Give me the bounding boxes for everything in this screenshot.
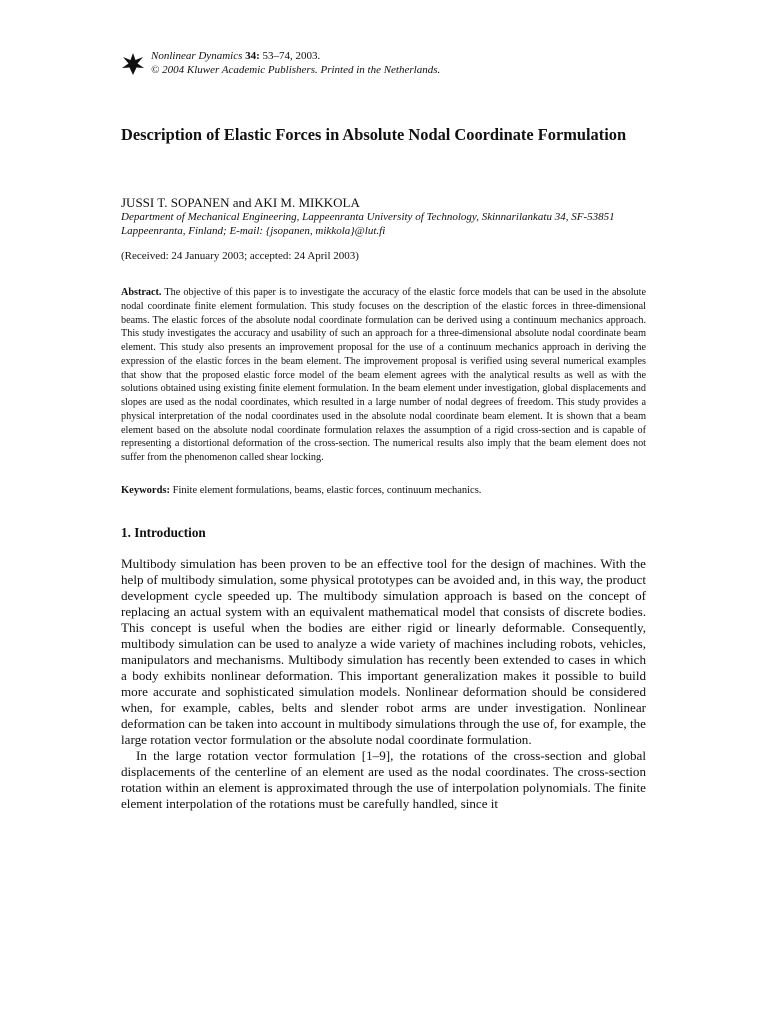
abstract-text: The objective of this paper is to investigate the accuracy of the elastic force models that can be used in the absolute nodal coordinate finite element formulation. This study focuses on the description of the elastic forces in three-dimensional beams. The elastic forces of the absolute nodal coordinate formulation can be derived using a continuum mechanics approach. This study investigates the accuracy and usability of such an approach for a three-dimensional absolute nodal coordinate beam element. This study also presents an improvement proposal for the use of a continuum mechanics approach in deriving the expression of the elastic forces in the beam element. The improvement proposal is verified using several numerical examples that show that the proposed elastic force model of the beam element agrees with the analytical results as well as with the solutions obtained using existing finite element formulation. In the beam element under investigation, global displacements and slopes are used as the nodal coordinates, which resulted in a large number of nodal degrees of freedom. This study provides a physical interpretation of the nodal coordinates used in the absolute nodal coordinate beam element. It is shown that a beam element based on the absolute nodal coordinate formulation relaxes the assumption of a rigid cross-section and is capable of representing a distortional deformation of the cross-section. The numerical results also imply that the beam element does not suffer from the phenomenon called shear locking. (121, 287, 646, 463)
received-dates: (Received: 24 January 2003; accepted: 24 April 2003) (121, 250, 359, 262)
copyright-line: © 2004 Kluwer Academic Publishers. Printed in the Netherlands. (151, 64, 441, 76)
keywords-label: Keywords: (121, 485, 170, 496)
publisher-logo-icon (121, 52, 145, 76)
section-body (121, 556, 646, 812)
abstract-label: Abstract. (121, 287, 162, 298)
journal-volume: 34: (245, 50, 260, 62)
journal-pages: 53–74, 2003. (262, 50, 321, 62)
keywords-text: Finite element formulations, beams, elastic forces, continuum mechanics. (172, 485, 482, 496)
body-paragraph: Multibody simulation has been proven to be an effective tool for the design of machines. With the help of multibody simulation, some physical prototypes can be avoided and, in this way, the product development cycle speeded up. The multibody simulation approach is based on the concept of replacing an actual system with an equivalent mathematical model that consists of discrete bodies. This concept is useful when the bodies are either rigid or linearly deformable. Consequently, multibody simulation can be used to analyze a wide variety of machines including robots, vehicles, manipulators and mechanisms. Multibody simulation has recently been extended to cases in which a body exhibits nonlinear deformation. This important generalization makes it possible to build more accurate and sophisticated simulation models. Nonlinear deformation should be considered when, for example, cables, belts and slender robot arms are under investigation. Nonlinear deformation can be taken into account in multibody simulations through the use of, for example, the large rotation vector formulation or the absolute nodal coordinate formulation. (121, 556, 646, 747)
keywords (121, 484, 481, 497)
journal-citation (151, 49, 440, 77)
abstract (121, 286, 646, 465)
journal-name: Nonlinear Dynamics (151, 50, 243, 62)
body-paragraph: In the large rotation vector formulation [1–9], the rotations of the cross-section and global displacements of the centerline of an element are used as the nodal coordinates. The cross-section rotation within an element is approximated through the use of interpolation polynomials. The finite element interpolation of the rotations must be carefully handled, since it (121, 748, 646, 811)
author-affiliation: Department of Mechanical Engineering, Lappeenranta University of Technology, Skinnarilankatu 34, SF-53851 Lappeenranta, Finland; E-mail: {jsopanen, mikkola}@lut.fi (121, 211, 615, 237)
paper-authors: JUSSI T. SOPANEN and AKI M. MIKKOLA (121, 195, 360, 210)
paper-title: Description of Elastic Forces in Absolute Nodal Coordinate Formulation (121, 125, 627, 144)
section-heading: 1. Introduction (121, 525, 206, 540)
